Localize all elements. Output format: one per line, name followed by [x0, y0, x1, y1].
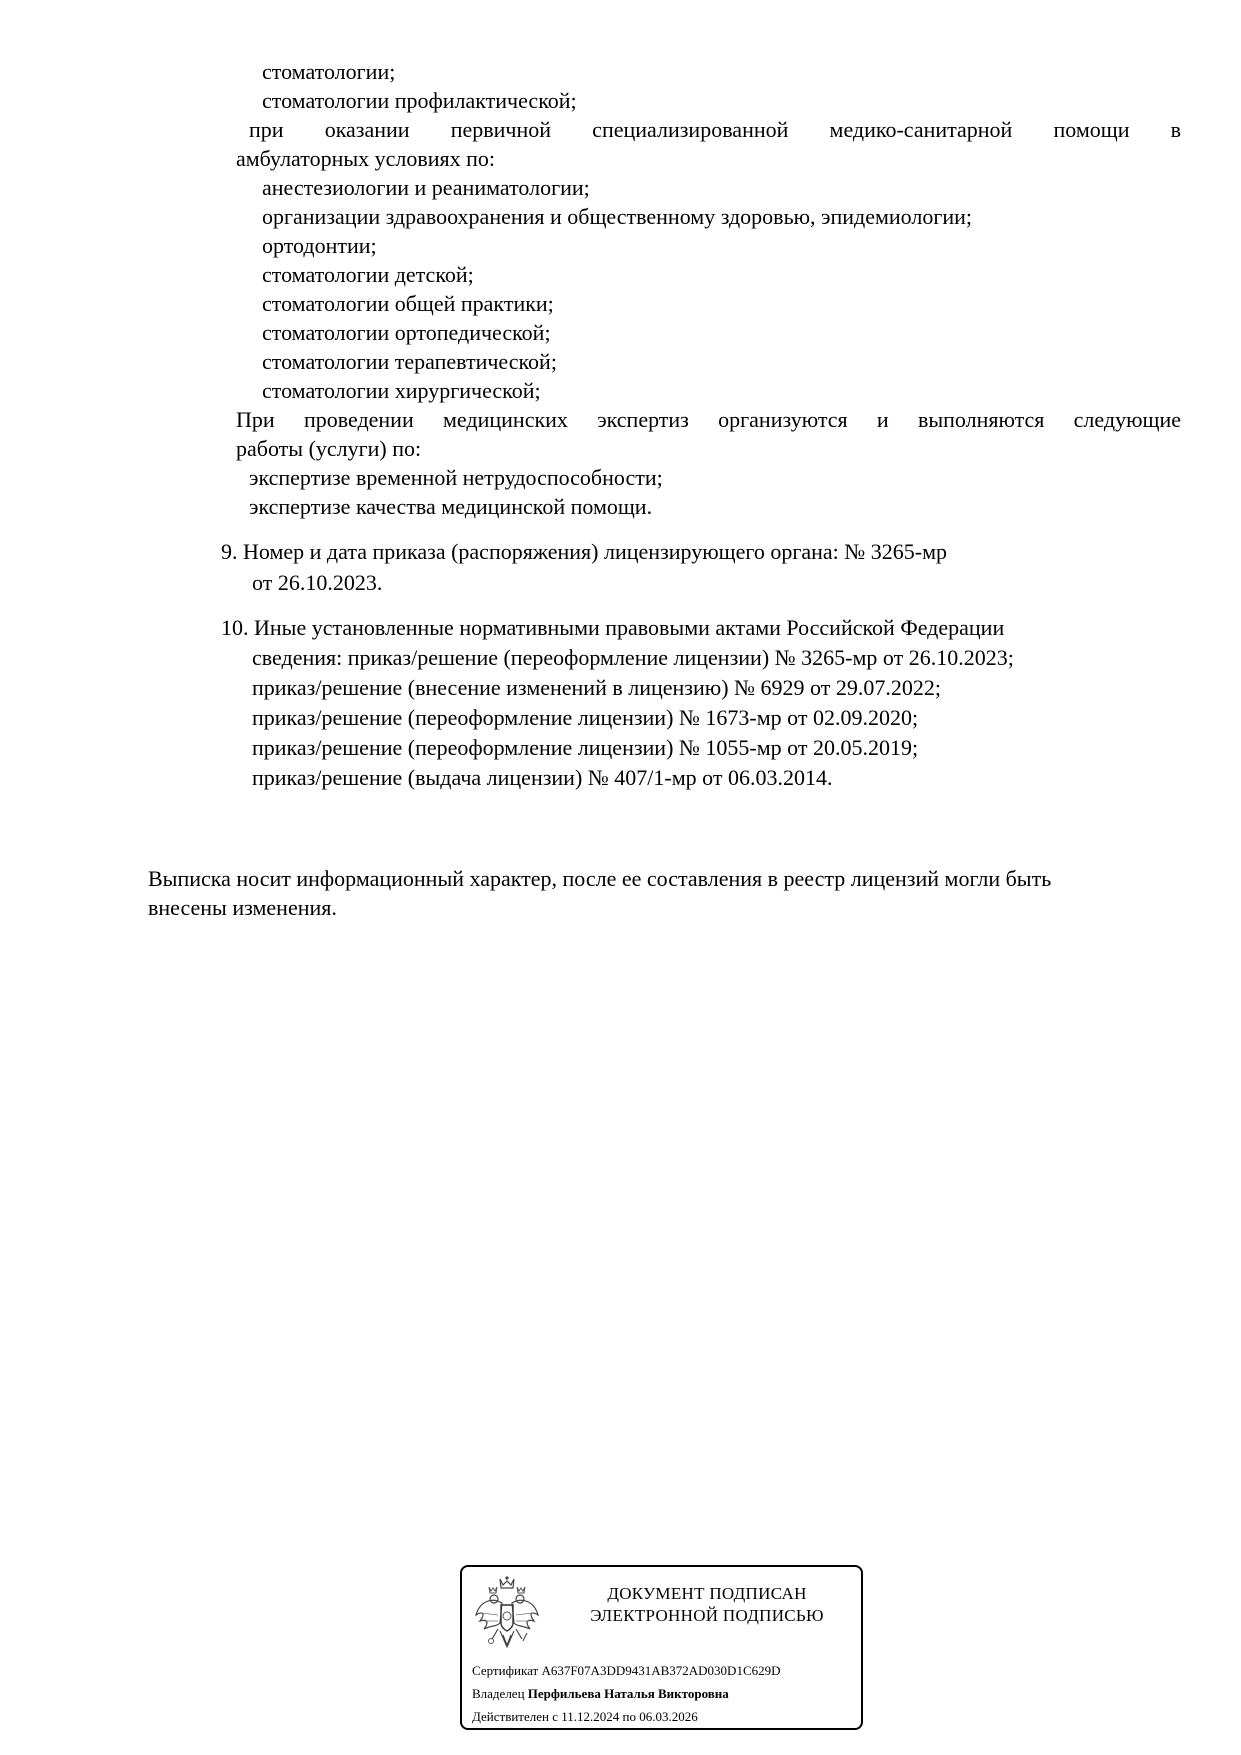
- disclaimer-line2: внесены изменения.: [148, 895, 337, 920]
- item-9-line2: от 26.10.2023.: [252, 570, 383, 595]
- list-item: стоматологии детской;: [262, 262, 474, 287]
- owner-label: Владелец: [472, 1686, 525, 1701]
- expertise-intro-line1: При проведении медицинских экспертиз организуются и выполняются следующие: [236, 407, 1181, 432]
- item-10-detail: приказ/решение (выдача лицензии) № 407/1-мр от 06.03.2014.: [252, 765, 833, 790]
- russian-coat-of-arms-icon: [472, 1575, 542, 1657]
- owner-line: [472, 1686, 729, 1702]
- stamp-title-line2: ЭЛЕКТРОННОЙ ПОДПИСЬЮ: [590, 1606, 824, 1625]
- stamp-title: [562, 1583, 852, 1627]
- list-item: экспертизе качества медицинской помощи.: [249, 494, 653, 519]
- item-10-line1: 10. Иные установленные нормативными правовыми актами Российской Федерации: [221, 615, 1005, 640]
- expertise-intro-line2: работы (услуги) по:: [236, 436, 422, 461]
- item-10-detail: приказ/решение (переоформление лицензии) № 1673-мр от 02.09.2020;: [252, 705, 919, 730]
- list-item: стоматологии ортопедической;: [262, 320, 551, 345]
- list-item: стоматологии хирургической;: [262, 378, 541, 403]
- list-item: ортодонтии;: [262, 233, 377, 258]
- certificate-label: Сертификат: [472, 1663, 539, 1678]
- item-9-line1: 9. Номер и дата приказа (распоряжения) лицензирующего органа: № 3265-мр: [221, 539, 948, 564]
- list-item: анестезиологии и реаниматологии;: [262, 175, 590, 200]
- list-item: стоматологии профилактической;: [262, 88, 577, 113]
- signature-stamp: [460, 1565, 863, 1730]
- stamp-title-line1: ДОКУМЕНТ ПОДПИСАН: [607, 1584, 807, 1603]
- owner-value: Перфильева Наталья Викторовна: [527, 1686, 729, 1701]
- list-item: организации здравоохранения и общественному здоровью, эпидемиологии;: [262, 204, 973, 229]
- outpatient-intro-line2: амбулаторных условиях по:: [236, 146, 496, 171]
- list-item: стоматологии;: [262, 59, 396, 84]
- list-item: стоматологии терапевтической;: [262, 349, 557, 374]
- list-item: экспертизе временной нетрудоспособности;: [249, 465, 663, 490]
- list-item: стоматологии общей практики;: [262, 291, 554, 316]
- outpatient-intro-line1: при оказании первичной специализированной медико-санитарной помощи в: [249, 117, 1181, 142]
- item-10-detail: приказ/решение (переоформление лицензии) № 1055-мр от 20.05.2019;: [252, 735, 919, 760]
- disclaimer-line1: Выписка носит информационный характер, после ее составления в реестр лицензий могли быть: [148, 866, 1052, 891]
- item-10-detail: сведения: приказ/решение (переоформление лицензии) № 3265-мр от 26.10.2023;: [252, 645, 1014, 670]
- certificate-line: [472, 1663, 781, 1679]
- item-10-detail: приказ/решение (внесение изменений в лицензию) № 6929 от 29.07.2022;: [252, 675, 941, 700]
- validity-line: Действителен с 11.12.2024 по 06.03.2026: [472, 1709, 698, 1724]
- certificate-value: A637F07A3DD9431AB372AD030D1C629D: [541, 1663, 781, 1678]
